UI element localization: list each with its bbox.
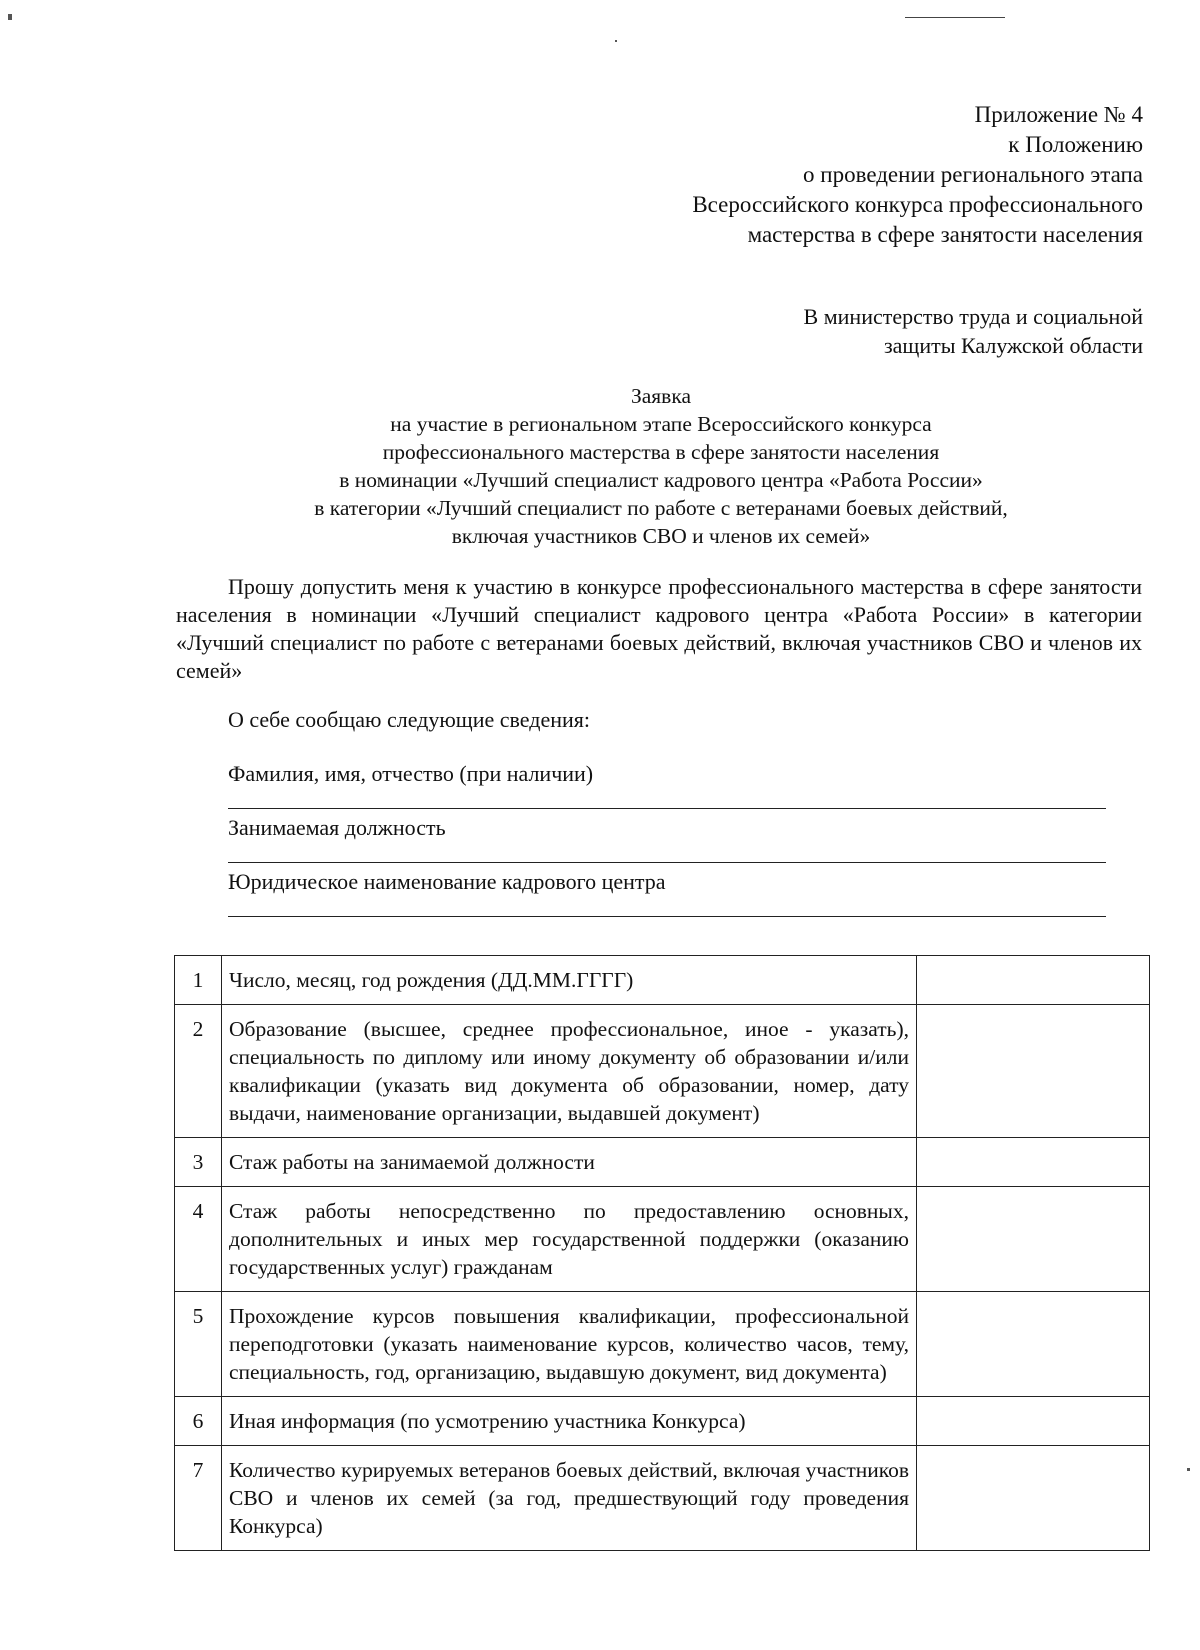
center-name-label: Юридическое наименование кадрового центра — [228, 869, 666, 894]
title-line: включая участников СВО и членов их семей» — [451, 524, 871, 548]
row-number: 6 — [175, 1397, 222, 1446]
scan-speck — [1187, 1468, 1190, 1471]
title-line: Заявка — [630, 384, 692, 408]
position-label: Занимаемая должность — [228, 815, 446, 840]
row-value-cell[interactable] — [917, 1005, 1150, 1138]
table-row — [175, 1138, 1150, 1187]
table-row — [175, 1397, 1150, 1446]
application-title — [176, 382, 1146, 550]
row-value-cell[interactable] — [917, 1187, 1150, 1292]
applicant-info-table — [174, 955, 1150, 1551]
row-value-cell[interactable] — [917, 1292, 1150, 1397]
full-name-fill-line[interactable] — [228, 808, 1106, 809]
row-number: 4 — [175, 1187, 222, 1292]
request-paragraph: Прошу допустить меня к участию в конкурсе профессионального мастерства в сфере занятости населения в номинации «Лучший специалист кадрового центра «Работа России» в категории «Лучший специалист по работе с ветеранами боевых действий, включая участников СВО и членов их семей» — [176, 574, 1142, 683]
position-fill-line[interactable] — [228, 862, 1106, 863]
row-value-cell[interactable] — [917, 1446, 1150, 1551]
row-number: 5 — [175, 1292, 222, 1397]
table-row — [175, 1292, 1150, 1397]
title-line: на участие в региональном этапе Всероссийского конкурса — [390, 412, 932, 436]
full-name-label: Фамилия, имя, отчество (при наличии) — [228, 761, 594, 786]
row-description: Прохождение курсов повышения квалификации, профессиональной переподготовки (указать наименование курсов, количество часов, тему, специальность, год, организацию, выдавшую документ, вид документа) — [222, 1292, 917, 1397]
row-description: Образование (высшее, среднее профессиональное, иное - указать), специальность по диплому или иному документу об образовании и/или квалификации (указать вид документа об образовании, номер, дату выдачи, наименование организации, выдавшей документ) — [222, 1005, 917, 1138]
scan-speck — [8, 14, 12, 20]
about-intro: О себе сообщаю следующие сведения: — [228, 707, 591, 732]
row-value-cell[interactable] — [917, 956, 1150, 1005]
table-row — [175, 1005, 1150, 1138]
row-number: 7 — [175, 1446, 222, 1551]
row-description: Стаж работы непосредственно по предоставлению основных, дополнительных и иных мер государственной поддержки (оказанию государственных услуг) гражданам — [222, 1187, 917, 1292]
table-row — [175, 1446, 1150, 1551]
scan-dash-mark — [905, 17, 1005, 18]
annex-line: к Положению — [1008, 132, 1143, 157]
annex-line: Всероссийского конкурса профессионального — [692, 192, 1143, 217]
title-line: профессионального мастерства в сфере занятости населения — [382, 440, 940, 464]
addressee-line: В министерство труда и социальной — [803, 304, 1143, 329]
table-row — [175, 1187, 1150, 1292]
addressee-line: защиты Калужской области — [883, 333, 1143, 358]
row-number: 2 — [175, 1005, 222, 1138]
row-description: Число, месяц, год рождения (ДД.ММ.ГГГГ) — [222, 956, 917, 1005]
scan-speck — [615, 40, 617, 42]
row-number: 3 — [175, 1138, 222, 1187]
addressee-block — [804, 302, 1143, 360]
row-number: 1 — [175, 956, 222, 1005]
annex-line: о проведении регионального этапа — [803, 162, 1143, 187]
title-line: в категории «Лучший специалист по работе с ветеранами боевых действий, — [314, 496, 1008, 520]
row-description: Количество курируемых ветеранов боевых действий, включая участников СВО и членов их семей (за год, предшествующий году проведения Конкурса) — [222, 1446, 917, 1551]
row-description: Стаж работы на занимаемой должности — [222, 1138, 917, 1187]
annex-header — [692, 100, 1143, 250]
center-name-fill-line[interactable] — [228, 916, 1106, 917]
annex-line: мастерства в сфере занятости населения — [747, 222, 1143, 247]
annex-line: Приложение № 4 — [974, 102, 1143, 127]
row-description: Иная информация (по усмотрению участника Конкурса) — [222, 1397, 917, 1446]
row-value-cell[interactable] — [917, 1138, 1150, 1187]
row-value-cell[interactable] — [917, 1397, 1150, 1446]
title-line: в номинации «Лучший специалист кадрового центра «Работа России» — [339, 468, 983, 492]
table-row — [175, 956, 1150, 1005]
